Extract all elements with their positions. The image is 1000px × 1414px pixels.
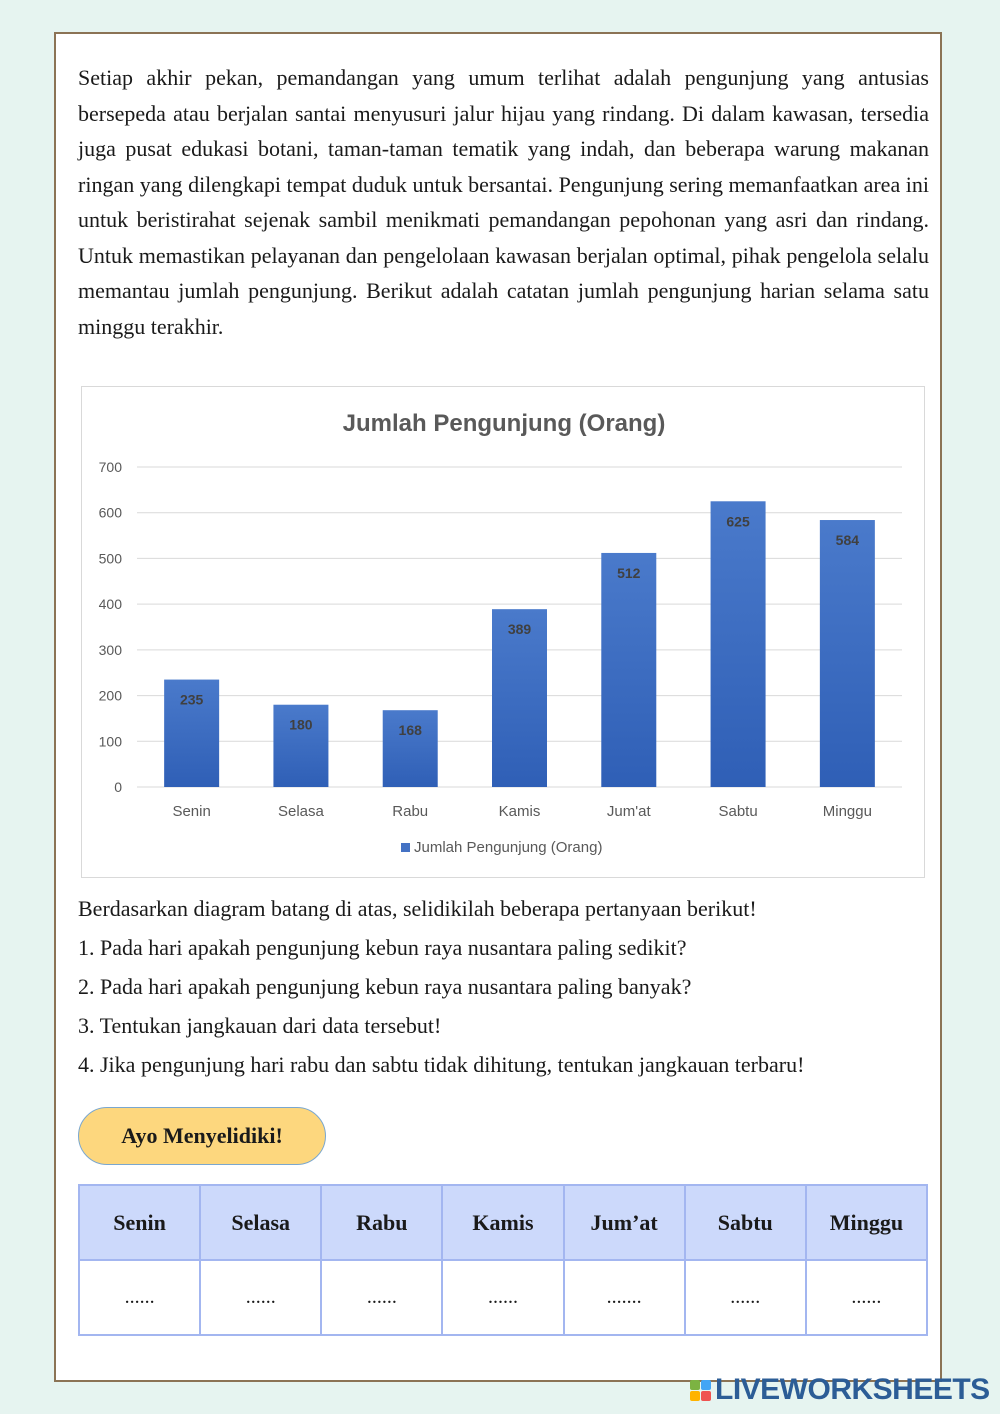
y-tick-label: 300 [98,641,122,658]
bar [711,501,766,787]
y-tick-label: 600 [98,504,122,521]
x-tick-label: Minggu [822,803,872,820]
y-tick-label: 0 [114,779,122,795]
logo-square-icon [690,1391,700,1401]
logo-square-icon [701,1391,711,1401]
ayo-menyelidiki-button: Ayo Menyelidiki! [78,1107,326,1165]
header-kamis: Kamis [442,1185,563,1260]
answer-header-row [79,1185,927,1260]
header-sabtu: Sabtu [685,1185,806,1260]
logo-square-icon [701,1380,711,1390]
answer-senin-input[interactable]: ...... [79,1260,200,1335]
question-1: 1. Pada hari apakah pengunjung kebun raya nusantara paling sedikit? [78,935,687,960]
liveworksheets-logo-icon [690,1380,711,1401]
data-label: 512 [617,564,641,581]
logo-square-icon [690,1380,700,1390]
data-label: 625 [726,513,750,530]
y-tick-label: 200 [98,687,122,704]
y-tick-label: 700 [98,459,122,475]
chart-title: Jumlah Pengunjung (Orang) [342,410,666,437]
worksheet-page [54,32,942,1382]
x-tick-label: Sabtu [718,803,758,820]
data-label: 235 [179,691,204,708]
data-label: 168 [398,722,422,739]
x-tick-label: Kamis [498,803,541,820]
questions-section [78,889,938,1084]
bar-chart [81,386,925,878]
x-tick-label: Rabu [392,803,429,820]
header-jumat: Jum’at [564,1185,685,1260]
header-rabu: Rabu [321,1185,442,1260]
header-senin: Senin [79,1185,200,1260]
legend-swatch [401,843,410,852]
answer-table [78,1184,928,1336]
question-2: 2. Pada hari apakah pengunjung kebun raya nusantara paling banyak? [78,974,692,999]
questions-intro: Berdasarkan diagram batang di atas, selidikilah beberapa pertanyaan berikut! [78,896,757,921]
header-minggu: Minggu [806,1185,927,1260]
y-tick-label: 100 [98,733,122,750]
data-label: 180 [289,716,313,733]
answer-rabu-input[interactable]: ...... [321,1260,442,1335]
liveworksheets-logo[interactable] [690,1372,990,1408]
y-tick-label: 500 [98,550,122,567]
bar [601,553,656,787]
intro-paragraph: Setiap akhir pekan, pemandangan yang umum terlihat adalah pengunjung yang antusias bersepeda atau berjalan santai menyusuri jalur hijau yang rindang. Di dalam kawasan, tersedia juga pusat edukasi botani, taman-taman tematik yang indah, dan beberapa warung makanan ringan yang dilengkapi tempat duduk untuk bersantai. Pengunjung sering memanfaatkan area ini untuk beristirahat sejenak sambil menikmati pemandangan pepohonan yang asri dan rindang. Untuk memastikan pelayanan dan pengelolaan kawasan berjalan optimal, pihak pengelola selalu memantau jumlah pengunjung. Berikut adalah catatan jumlah pengunjung harian selama satu minggu terakhir. [78,65,929,339]
bar [820,520,875,787]
data-label: 584 [835,532,860,549]
x-tick-label: Jum'at [606,803,651,820]
legend-label: Jumlah Pengunjung (Orang) [414,839,603,856]
y-tick-label: 400 [98,596,122,613]
liveworksheets-brand: LIVEWORKSHEETS [715,1373,990,1406]
answer-selasa-input[interactable]: ...... [200,1260,321,1335]
answer-input-row [79,1260,927,1335]
header-selasa: Selasa [200,1185,321,1260]
question-3: 3. Tentukan jangkauan dari data tersebut! [78,1013,442,1038]
question-4: 4. Jika pengunjung hari rabu dan sabtu tidak dihitung, tentukan jangkauan terbaru! [78,1052,805,1077]
answer-jumat-input[interactable]: ....... [564,1260,685,1335]
answer-minggu-input[interactable]: ...... [806,1260,927,1335]
x-tick-label: Senin [172,803,211,820]
chart-svg [82,387,926,879]
x-tick-label: Selasa [277,803,324,820]
data-label: 389 [507,621,532,638]
answer-sabtu-input[interactable]: ...... [685,1260,806,1335]
answer-kamis-input[interactable]: ...... [442,1260,563,1335]
